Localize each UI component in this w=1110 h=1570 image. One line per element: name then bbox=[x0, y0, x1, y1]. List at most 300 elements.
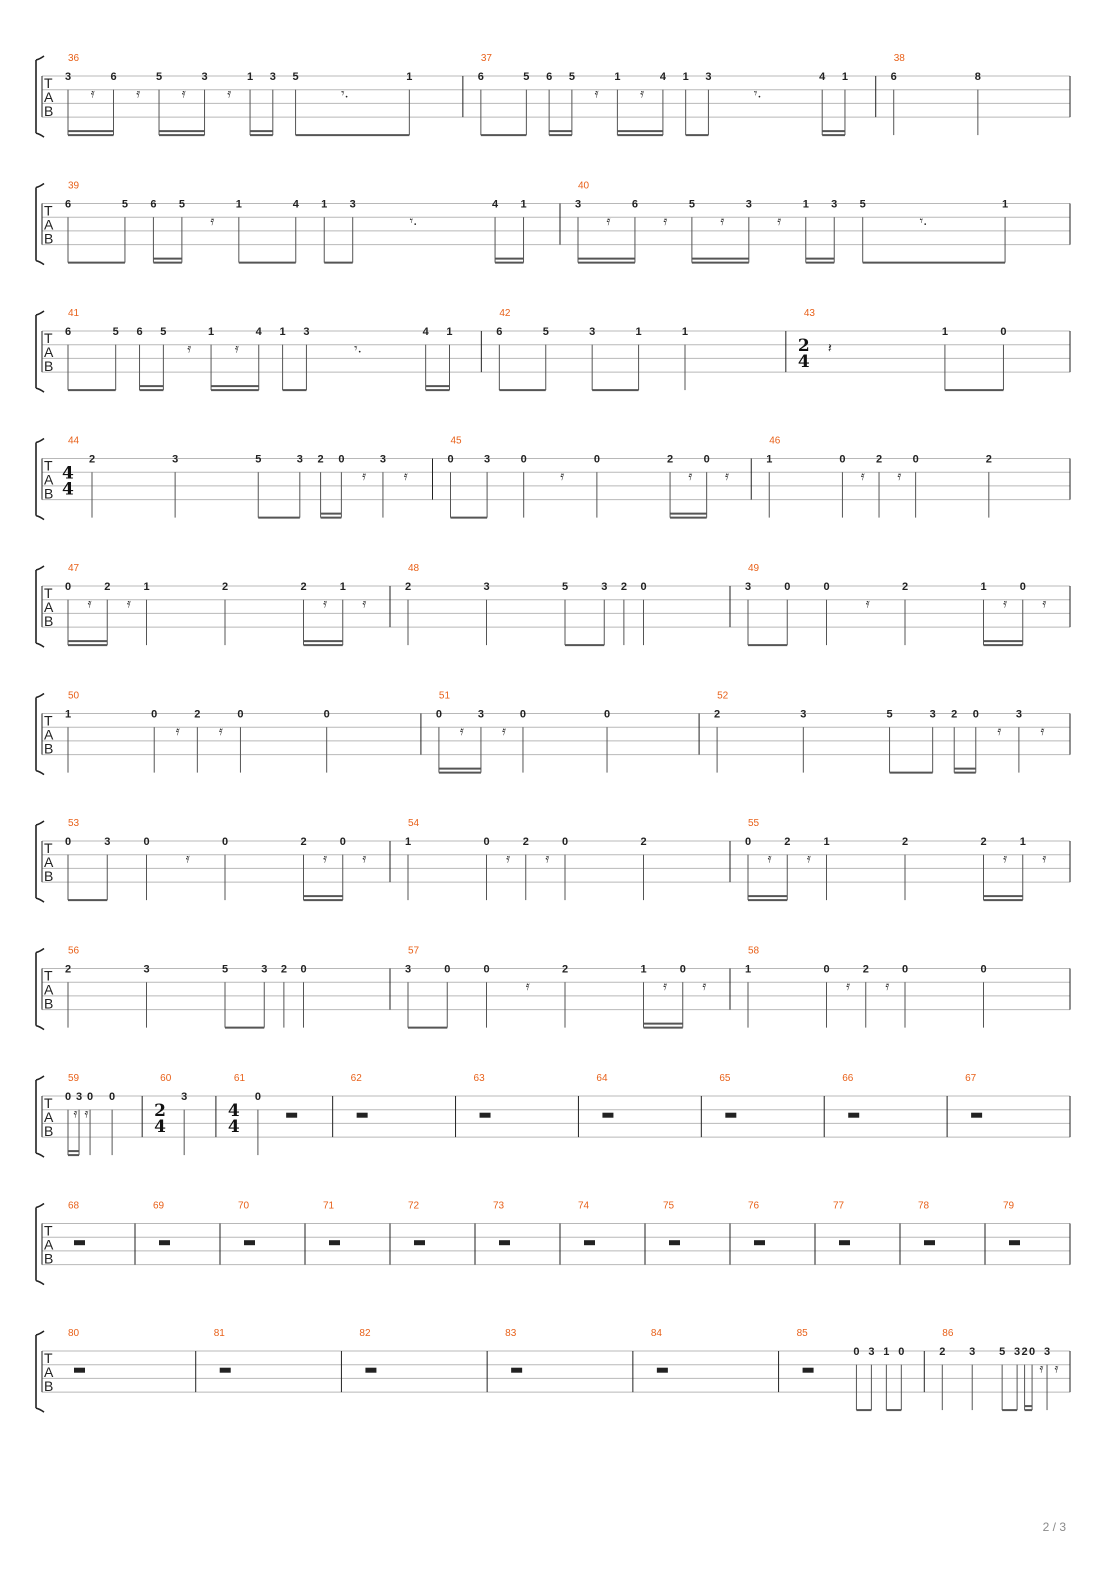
measure-number: 67 bbox=[965, 1073, 977, 1084]
tab-clef-letter: A bbox=[44, 216, 54, 233]
system-bracket bbox=[36, 184, 44, 265]
fret-number: 0 bbox=[64, 1091, 72, 1103]
measure-number: 79 bbox=[1003, 1200, 1015, 1212]
fret-number: 1 bbox=[235, 198, 242, 211]
fret-number: 2 bbox=[951, 708, 958, 721]
fret-number: 1 bbox=[614, 71, 621, 83]
rest-mark: 𝄿 bbox=[175, 724, 180, 740]
rest-mark: 𝄿 bbox=[777, 214, 782, 230]
system-bracket bbox=[36, 439, 44, 520]
page-number: 2 / 3 bbox=[1042, 1520, 1066, 1534]
measure-number: 39 bbox=[68, 180, 80, 192]
tab-clef-letter: T bbox=[44, 202, 53, 219]
rest-mark: 𝄾. bbox=[341, 86, 349, 102]
time-signature-top: 4 bbox=[227, 1101, 240, 1121]
rest-mark: 𝄿 bbox=[1040, 724, 1045, 740]
fret-number: 1 bbox=[823, 836, 830, 848]
measure-number: 75 bbox=[663, 1200, 675, 1212]
rest-mark: 𝄿 bbox=[87, 596, 92, 612]
fret-number: 2 bbox=[300, 836, 307, 848]
fret-number: 2 bbox=[784, 836, 791, 848]
tab-clef-letter: B bbox=[44, 358, 54, 374]
fret-number: 3 bbox=[745, 198, 752, 211]
fret-number: 2 bbox=[404, 581, 412, 593]
fret-number: 2 bbox=[561, 963, 569, 976]
measure-number: 69 bbox=[153, 1200, 165, 1212]
rest-mark: 𝄿 bbox=[1003, 596, 1008, 612]
time-signature-top: 2 bbox=[154, 1101, 167, 1121]
tab-clef-letter: B bbox=[44, 230, 54, 247]
fret-number: 5 bbox=[568, 71, 575, 83]
rest-mark: 𝄿 bbox=[227, 86, 232, 102]
time-signature-top: 4 bbox=[62, 463, 74, 484]
fret-number: 2 bbox=[714, 708, 721, 721]
measure-number: 54 bbox=[408, 818, 420, 829]
fret-number: 0 bbox=[339, 836, 346, 848]
rest-mark bbox=[286, 1113, 297, 1118]
system-bracket bbox=[36, 821, 44, 902]
system-bracket bbox=[36, 1204, 44, 1285]
fret-number: 0 bbox=[338, 453, 345, 466]
fret-number: 2 bbox=[1021, 1346, 1028, 1358]
tab-clef-letter: T bbox=[44, 75, 53, 91]
fret-number: 3 bbox=[379, 453, 386, 466]
rest-mark: 𝄿 bbox=[1003, 851, 1008, 867]
rest-mark: 𝄿 bbox=[688, 469, 693, 485]
fret-number: 6 bbox=[477, 71, 484, 83]
measure-number: 77 bbox=[833, 1200, 845, 1212]
rest-mark bbox=[159, 1240, 170, 1245]
rest-mark: 𝄿 bbox=[1042, 851, 1047, 867]
tab-clef-letter: A bbox=[44, 1109, 54, 1125]
time-signature-bottom: 4 bbox=[797, 352, 810, 372]
fret-number: 1 bbox=[980, 581, 987, 593]
fret-number: 2 bbox=[985, 453, 992, 466]
fret-number: 3 bbox=[349, 198, 356, 211]
measure-number: 38 bbox=[893, 53, 905, 64]
rest-mark: 𝄿 bbox=[187, 341, 192, 357]
fret-number: 0 bbox=[640, 581, 647, 593]
fret-number: 5 bbox=[886, 708, 893, 721]
measure-number: 78 bbox=[918, 1200, 930, 1212]
measure-number: 82 bbox=[359, 1328, 371, 1339]
fret-number: 5 bbox=[178, 198, 185, 211]
fret-number: 3 bbox=[477, 708, 485, 721]
rest-mark bbox=[511, 1368, 522, 1373]
time-signature-bottom: 4 bbox=[62, 479, 74, 500]
system-bracket bbox=[36, 56, 44, 137]
rest-mark: 𝄿 bbox=[84, 1106, 89, 1122]
measure-number: 70 bbox=[238, 1200, 250, 1212]
rest-mark bbox=[74, 1368, 85, 1373]
rest-mark: 𝄿 bbox=[1039, 1361, 1044, 1377]
fret-number: 0 bbox=[823, 963, 830, 976]
fret-number: 5 bbox=[121, 198, 129, 211]
tab-clef-letter: A bbox=[44, 726, 54, 743]
fret-number: 3 bbox=[831, 198, 838, 211]
rest-mark: 𝄿 bbox=[767, 851, 772, 867]
measure-number: 46 bbox=[769, 435, 781, 447]
tab-clef-letter: B bbox=[44, 613, 54, 629]
fret-number: 1 bbox=[404, 836, 412, 848]
tab-clef-letter: T bbox=[44, 967, 53, 984]
fret-number: 4 bbox=[491, 198, 499, 211]
rest-mark: 𝄾. bbox=[409, 214, 418, 230]
fret-number: 5 bbox=[255, 453, 262, 466]
fret-number: 2 bbox=[88, 453, 96, 466]
measure-number: 59 bbox=[68, 1073, 80, 1084]
fret-number: 6 bbox=[64, 198, 72, 211]
fret-number: 3 bbox=[201, 71, 208, 83]
tab-clef-letter: T bbox=[44, 1350, 53, 1366]
rest-mark bbox=[244, 1240, 255, 1245]
fret-number: 1 bbox=[635, 326, 642, 338]
rest-mark bbox=[725, 1113, 736, 1118]
fret-number: 0 bbox=[64, 836, 72, 848]
fret-number: 3 bbox=[589, 326, 596, 338]
measure-number: 86 bbox=[942, 1328, 954, 1339]
fret-number: 5 bbox=[523, 71, 530, 83]
system-bracket bbox=[36, 694, 44, 775]
tab-clef-letter: A bbox=[44, 599, 54, 615]
fret-number: 5 bbox=[561, 581, 569, 593]
fret-number: 2 bbox=[300, 581, 307, 593]
fret-number: 0 bbox=[972, 708, 979, 721]
rest-mark: 𝄿 bbox=[234, 341, 239, 357]
measure-number: 37 bbox=[480, 53, 492, 64]
rest-mark bbox=[329, 1240, 340, 1245]
tab-clef-letter: T bbox=[44, 1222, 53, 1239]
fret-number: 1 bbox=[207, 326, 215, 338]
rest-mark bbox=[584, 1240, 595, 1245]
fret-number: 4 bbox=[659, 71, 666, 83]
fret-number: 5 bbox=[542, 326, 549, 338]
fret-number: 0 bbox=[143, 836, 150, 848]
fret-number: 2 bbox=[620, 581, 627, 593]
tab-clef-letter: B bbox=[44, 740, 54, 757]
rest-mark: 𝄿 bbox=[702, 979, 707, 995]
time-signature-bottom: 4 bbox=[227, 1117, 240, 1137]
tab-clef-letter: A bbox=[44, 1236, 54, 1253]
measure-number: 80 bbox=[68, 1328, 80, 1339]
rest-mark bbox=[803, 1368, 814, 1373]
measure-number: 43 bbox=[803, 308, 815, 319]
tab-clef-letter: T bbox=[44, 1095, 53, 1111]
measure-number: 64 bbox=[596, 1073, 608, 1084]
measure-number: 81 bbox=[213, 1328, 225, 1339]
fret-number: 0 bbox=[823, 581, 830, 593]
fret-number: 2 bbox=[667, 453, 674, 466]
fret-number: 3 bbox=[261, 963, 268, 976]
rest-mark: 𝄿 bbox=[185, 851, 190, 867]
fret-number: 2 bbox=[194, 708, 201, 721]
measure-number: 40 bbox=[578, 180, 590, 192]
measure-number: 50 bbox=[68, 690, 80, 702]
rest-mark: 𝄿 bbox=[997, 724, 1002, 740]
rest-mark bbox=[971, 1113, 982, 1118]
fret-number: 3 bbox=[303, 326, 310, 338]
rest-mark: 𝄽 bbox=[827, 341, 832, 357]
system-bracket bbox=[36, 566, 44, 647]
rest-mark: 𝄿 bbox=[885, 979, 890, 995]
rest-mark: 𝄾. bbox=[919, 214, 928, 230]
fret-number: 0 bbox=[483, 836, 490, 848]
rest-mark bbox=[220, 1368, 231, 1373]
fret-number: 2 bbox=[64, 963, 72, 976]
fret-number: 0 bbox=[151, 708, 158, 721]
tab-clef-letter: A bbox=[44, 89, 54, 105]
fret-number: 3 bbox=[929, 708, 936, 721]
measure-number: 62 bbox=[350, 1073, 362, 1084]
fret-number: 0 bbox=[839, 453, 846, 466]
fret-number: 0 bbox=[444, 963, 451, 976]
measure-number: 60 bbox=[160, 1073, 172, 1084]
measure-number: 36 bbox=[68, 53, 80, 64]
fret-number: 2 bbox=[980, 836, 987, 848]
tab-clef-letter: T bbox=[44, 330, 53, 346]
fret-number: 2 bbox=[280, 963, 287, 976]
measure-number: 51 bbox=[438, 690, 451, 702]
fret-number: 1 bbox=[883, 1346, 890, 1358]
measure-number: 84 bbox=[650, 1328, 662, 1339]
tab-clef-letter: B bbox=[44, 103, 54, 119]
measure-number: 73 bbox=[493, 1200, 505, 1212]
fret-number: 6 bbox=[890, 71, 897, 83]
rest-mark bbox=[1009, 1240, 1020, 1245]
measure-number: 72 bbox=[408, 1200, 420, 1212]
fret-number: 2 bbox=[522, 836, 529, 848]
fret-number: 6 bbox=[631, 198, 639, 211]
fret-number: 0 bbox=[254, 1091, 261, 1103]
fret-number: 0 bbox=[300, 963, 307, 976]
measure-number: 57 bbox=[408, 945, 420, 957]
fret-number: 0 bbox=[483, 963, 490, 976]
fret-number: 0 bbox=[853, 1346, 860, 1358]
measure-number: 71 bbox=[323, 1200, 335, 1212]
fret-number: 0 bbox=[86, 1091, 94, 1103]
system-bracket bbox=[36, 1076, 44, 1157]
rest-mark: 𝄿 bbox=[560, 469, 565, 485]
fret-number: 0 bbox=[901, 963, 909, 976]
fret-number: 1 bbox=[640, 963, 647, 976]
rest-mark: 𝄿 bbox=[218, 724, 223, 740]
fret-number: 1 bbox=[339, 581, 346, 593]
measure-number: 66 bbox=[842, 1073, 854, 1084]
fret-number: 4 bbox=[255, 326, 262, 338]
fret-number: 2 bbox=[901, 581, 909, 593]
fret-number: 2 bbox=[875, 453, 883, 466]
tab-clef-letter: T bbox=[44, 585, 53, 601]
rest-mark bbox=[357, 1113, 368, 1118]
fret-number: 0 bbox=[744, 836, 752, 848]
rest-mark: 𝄿 bbox=[606, 214, 611, 230]
fret-number: 3 bbox=[800, 708, 807, 721]
fret-number: 1 bbox=[681, 326, 689, 338]
time-signature-top: 2 bbox=[797, 336, 810, 356]
measure-number: 65 bbox=[719, 1073, 731, 1084]
rest-mark: 𝄿 bbox=[545, 851, 550, 867]
rest-mark: 𝄿 bbox=[897, 469, 902, 485]
tab-clef-letter: B bbox=[44, 868, 54, 884]
tab-clef-letter: A bbox=[44, 854, 54, 870]
rest-mark: 𝄿 bbox=[136, 86, 141, 102]
fret-number: 1 bbox=[64, 708, 72, 721]
fret-number: 0 bbox=[519, 708, 527, 721]
fret-number: 0 bbox=[1029, 1346, 1036, 1358]
system-bracket bbox=[36, 311, 44, 392]
measure-number: 41 bbox=[68, 308, 80, 319]
fret-number: 2 bbox=[221, 581, 229, 593]
fret-number: 6 bbox=[150, 198, 157, 211]
fret-number: 0 bbox=[703, 453, 710, 466]
fret-number: 1 bbox=[246, 71, 254, 83]
fret-number: 1 bbox=[1019, 836, 1026, 848]
fret-number: 3 bbox=[172, 453, 179, 466]
measure-number: 56 bbox=[68, 945, 80, 957]
measure-number: 47 bbox=[68, 563, 80, 574]
rest-mark: 𝄿 bbox=[806, 851, 811, 867]
fret-number: 5 bbox=[292, 71, 299, 83]
fret-number: 2 bbox=[939, 1346, 946, 1358]
rest-mark bbox=[480, 1113, 491, 1118]
rest-mark: 𝄿 bbox=[640, 86, 645, 102]
rest-mark: 𝄿 bbox=[724, 469, 729, 485]
tab-clef-letter: T bbox=[44, 712, 53, 729]
measure-number: 49 bbox=[748, 563, 760, 574]
rest-mark: 𝄿 bbox=[846, 979, 851, 995]
fret-number: 1 bbox=[520, 198, 527, 211]
rest-mark: 𝄿 bbox=[860, 469, 865, 485]
tab-clef-letter: B bbox=[44, 485, 54, 502]
fret-number: 3 bbox=[868, 1346, 875, 1358]
rest-mark bbox=[499, 1240, 510, 1245]
fret-number: 1 bbox=[1001, 198, 1009, 211]
fret-number: 3 bbox=[64, 71, 72, 83]
fret-number: 0 bbox=[323, 708, 330, 721]
rest-mark: 𝄿 bbox=[210, 214, 215, 230]
fret-number: 3 bbox=[705, 71, 712, 83]
fret-number: 5 bbox=[999, 1346, 1006, 1358]
rest-mark bbox=[924, 1240, 935, 1245]
rest-mark bbox=[414, 1240, 425, 1245]
rest-mark: 𝄿 bbox=[362, 469, 367, 485]
fret-number: 5 bbox=[221, 963, 229, 976]
fret-number: 0 bbox=[679, 963, 686, 976]
fret-number: 5 bbox=[112, 326, 119, 338]
tab-clef-letter: A bbox=[44, 471, 54, 488]
measure-number: 55 bbox=[748, 818, 760, 829]
fret-number: 1 bbox=[941, 326, 948, 338]
fret-number: 6 bbox=[496, 326, 503, 338]
measure-number: 74 bbox=[578, 1200, 590, 1212]
fret-number: 0 bbox=[912, 453, 919, 466]
measure-number: 45 bbox=[450, 435, 462, 447]
rest-mark: 𝄿 bbox=[126, 596, 131, 612]
fret-number: 3 bbox=[104, 836, 111, 848]
fret-number: 3 bbox=[181, 1091, 188, 1103]
fret-number: 0 bbox=[64, 581, 72, 593]
fret-number: 0 bbox=[784, 581, 791, 593]
fret-number: 3 bbox=[269, 71, 276, 83]
measure-number: 53 bbox=[68, 818, 80, 829]
rest-mark bbox=[74, 1240, 85, 1245]
fret-number: 0 bbox=[561, 836, 569, 848]
measure-number: 42 bbox=[499, 308, 511, 319]
fret-number: 0 bbox=[1000, 326, 1007, 338]
rest-mark: 𝄿 bbox=[720, 214, 725, 230]
rest-mark: 𝄾. bbox=[354, 341, 362, 357]
fret-number: 4 bbox=[292, 198, 299, 211]
fret-number: 0 bbox=[221, 836, 229, 848]
fret-number: 6 bbox=[110, 71, 117, 83]
rest-mark: 𝄿 bbox=[323, 851, 328, 867]
fret-number: 2 bbox=[317, 453, 324, 466]
fret-number: 4 bbox=[422, 326, 429, 338]
fret-number: 3 bbox=[404, 963, 412, 976]
rest-mark: 𝄿 bbox=[181, 86, 186, 102]
fret-number: 5 bbox=[859, 198, 866, 211]
system-bracket bbox=[36, 949, 44, 1030]
fret-number: 1 bbox=[406, 71, 413, 83]
measure-number: 63 bbox=[473, 1073, 485, 1084]
measure-number: 44 bbox=[68, 435, 80, 447]
rest-mark: 𝄿 bbox=[1054, 1361, 1059, 1377]
fret-number: 0 bbox=[593, 453, 600, 466]
rest-mark: 𝄿 bbox=[594, 86, 599, 102]
rest-mark bbox=[839, 1240, 850, 1245]
rest-mark: 𝄿 bbox=[403, 469, 408, 485]
rest-mark bbox=[848, 1113, 859, 1118]
fret-number: 0 bbox=[109, 1091, 116, 1103]
rest-mark: 𝄿 bbox=[865, 596, 870, 612]
rest-mark: 𝄿 bbox=[323, 596, 328, 612]
fret-number: 0 bbox=[237, 708, 244, 721]
rest-mark: 𝄾. bbox=[753, 86, 762, 102]
tab-clef-letter: B bbox=[44, 1123, 54, 1139]
rest-mark: 𝄿 bbox=[362, 851, 367, 867]
fret-number: 5 bbox=[160, 326, 167, 338]
fret-number: 1 bbox=[682, 71, 689, 83]
rest-mark bbox=[365, 1368, 376, 1373]
fret-number: 0 bbox=[520, 453, 527, 466]
fret-number: 0 bbox=[1019, 581, 1026, 593]
rest-mark: 𝄿 bbox=[362, 596, 367, 612]
measure-number: 52 bbox=[717, 690, 729, 702]
rest-mark: 𝄿 bbox=[459, 724, 464, 740]
fret-number: 1 bbox=[446, 326, 453, 338]
fret-number: 6 bbox=[546, 71, 553, 83]
fret-number: 0 bbox=[447, 453, 454, 466]
fret-number: 1 bbox=[766, 453, 773, 466]
fret-number: 0 bbox=[603, 708, 611, 721]
fret-number: 5 bbox=[688, 198, 695, 211]
fret-number: 3 bbox=[484, 453, 491, 466]
fret-number: 0 bbox=[898, 1346, 905, 1358]
fret-number: 2 bbox=[862, 963, 869, 976]
tab-clef-letter: A bbox=[44, 981, 54, 998]
fret-number: 3 bbox=[75, 1091, 83, 1103]
measure-number: 48 bbox=[408, 563, 420, 574]
measure-number: 85 bbox=[796, 1328, 808, 1339]
rest-mark: 𝄿 bbox=[663, 214, 668, 230]
fret-number: 3 bbox=[1043, 1346, 1051, 1358]
fret-number: 3 bbox=[601, 581, 608, 593]
time-signature-bottom: 4 bbox=[154, 1117, 167, 1137]
fret-number: 3 bbox=[483, 581, 490, 593]
measure-number: 61 bbox=[233, 1073, 246, 1084]
rest-mark bbox=[754, 1240, 765, 1245]
tab-clef-letter: A bbox=[44, 1364, 54, 1380]
